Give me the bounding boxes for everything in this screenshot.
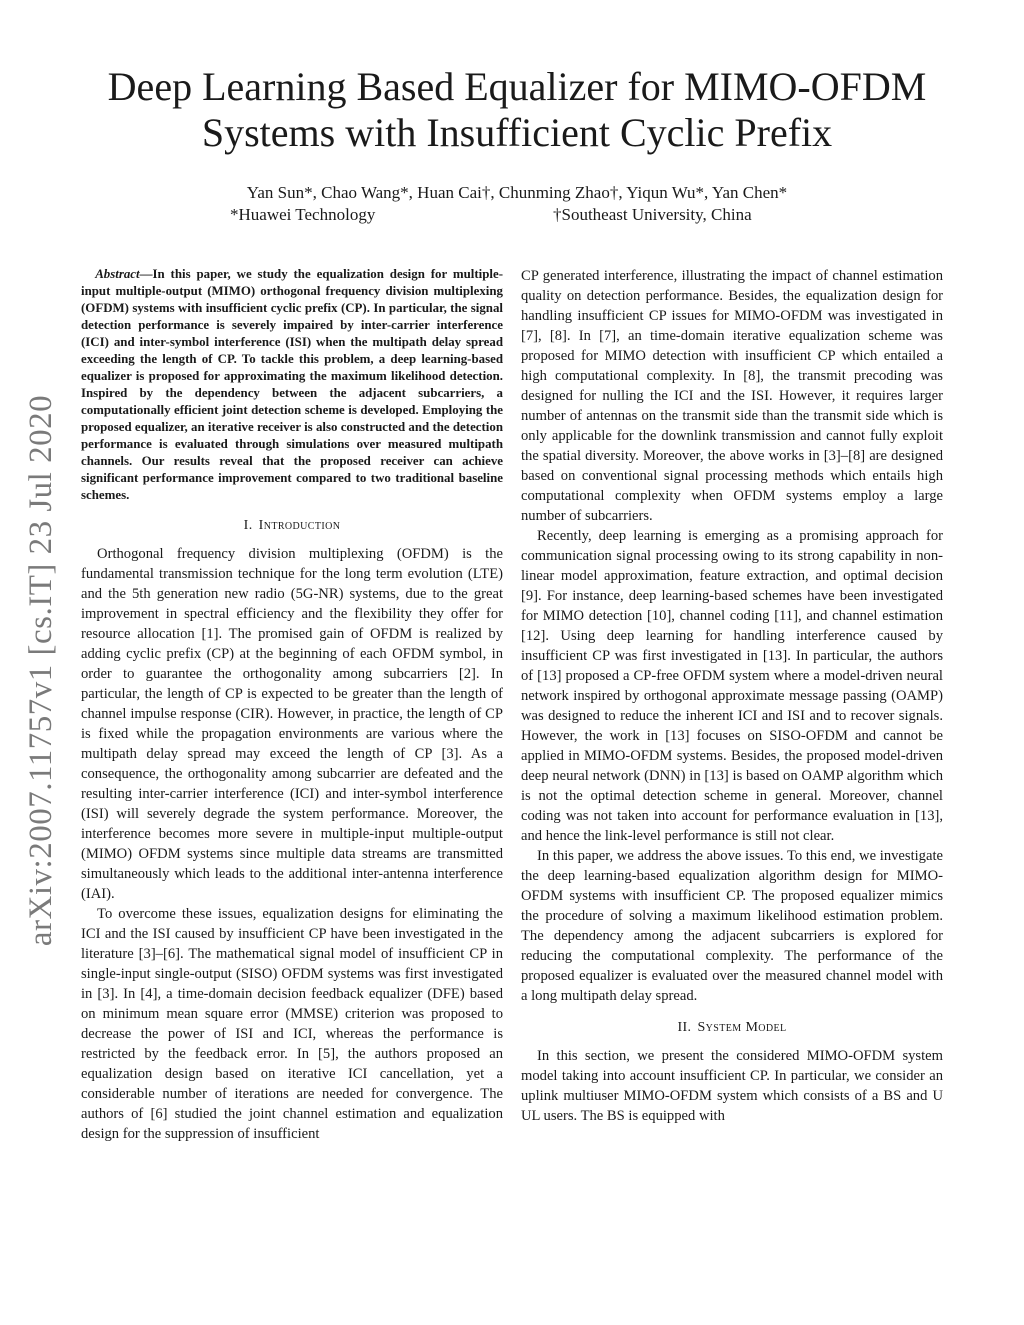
left-column	[81, 266, 503, 1144]
abstract	[81, 266, 503, 504]
section-number: I.	[243, 518, 253, 533]
system-model-paragraph-1: In this section, we present the considered MIMO-OFDM system model taking into account insufficient CP. In particular, we consider an uplink multiuser MIMO-OFDM system which consists of a BS and U UL users. The BS is equipped with	[521, 1048, 943, 1124]
section-heading-system-model	[521, 1018, 943, 1038]
paper-title-line-1: Deep Learning Based Equalizer for MIMO-OFDM	[107, 64, 927, 109]
section-number: II.	[677, 1020, 692, 1035]
abstract-label: Abstract	[95, 267, 140, 281]
affiliation-southeast: †Southeast University, China	[553, 205, 752, 224]
paper-title-line-2: Systems with Insufficient Cyclic Prefix	[201, 110, 833, 155]
right-paragraph-3: In this paper, we address the above issues. To this end, we investigate the deep learning-based equalization algorithm design for MIMO-OFDM systems with insufficient CP. The proposed equalizer mimics the procedure of solving a maximum likelihood estimation problem. The dependency among the adjacent subcarriers is explored for reducing the computational complexity. The performance of the proposed equalizer is evaluated over the measured channel model with a long multipath delay spread.	[521, 848, 943, 1004]
arxiv-identifier-text: arXiv:2007.11757v1 [cs.IT] 23 Jul 2020	[23, 394, 60, 946]
section-title: System Model	[697, 1020, 787, 1035]
right-column	[521, 266, 943, 1126]
section-title: Introduction	[258, 518, 341, 533]
intro-paragraph-2: To overcome these issues, equalization designs for eliminating the ICI and the ISI caused by insufficient CP have been investigated in the literature [3]–[6]. The mathematical signal model of insufficient CP in single-input single-output (SISO) OFDM systems was first investigated in [3]. In [4], a time-domain decision feedback equalizer (DFE) based on minimum mean square error (MMSE) criterion was proposed to decrease the power of ISI and ICI, whereas the performance is restricted by the feedback error. In [5], the authors proposed an equalization design based on iterative ICI cancellation, yet a considerable number of iterations are needed for convergence. The authors of [6] studied the joint channel estimation and equalization design for the suppression of insufficient	[81, 906, 503, 1142]
right-paragraph-2: Recently, deep learning is emerging as a promising approach for communication signal processing owing to its strong capability in non-linear model approximation, feature extraction, and optimal decision [9]. For instance, deep learning-based schemes have been investigated for MIMO detection [10], channel coding [11], and channel estimation [12]. Using deep learning for handling interference caused by insufficient CP was first investigated in [13]. In particular, the authors of [13] proposed a CP-free OFDM system where a model-driven neural network inspired by orthogonal approximate message passing (OAMP) was designed to reduce the inherent ICI and ISI and to recover signals. However, the work in [13] focuses on SISO-OFDM and cannot be applied in MIMO-OFDM systems. Besides, the proposed model-driven deep neural network (DNN) in [13] is based on OAMP algorithm which is not the optimal detection scheme in general. Moreover, channel coding was not taken into account for performance evaluation in [13], and hence the link-level performance is still not clear.	[521, 528, 943, 844]
section-heading-introduction	[81, 516, 503, 536]
arxiv-identifier	[12, 380, 72, 960]
author-list: Yan Sun*, Chao Wang*, Huan Cai†, Chunming Zhao†, Yiqun Wu*, Yan Chen*	[246, 183, 788, 202]
abstract-body: —In this paper, we study the equalization design for multiple-input multiple-output (MIMO) orthogonal frequency division multiplexing (OFDM) systems with insufficient cyclic prefix (CP). In particular, the signal detection performance is severely impaired by inter-carrier interference (ICI) and inter-symbol interference (ISI) when the multipath delay spread exceeding the length of CP. To tackle this problem, a deep learning-based equalizer is proposed for approximating the maximum likelihood detection. Inspired by the dependency between the adjacent subcarriers, a computationally efficient joint detection scheme is developed. Employing the proposed equalizer, an iterative receiver is also constructed and the detection performance is evaluated through simulations over measured multipath channels. Our results reveal that the proposed receiver can achieve significant performance improvement compared to two traditional baseline schemes.	[81, 267, 503, 502]
paper-title	[80, 64, 954, 156]
right-paragraph-1: CP generated interference, illustrating the impact of channel estimation quality on detection performance. Besides, the equalization design for handling insufficient CP issues for MIMO-OFDM was investigated in [7], [8]. In [7], an time-domain iterative equalization scheme was proposed for MIMO detection with insufficient CP which entailed a high computational complexity. In [8], the transmit precoding was designed for nulling the ICI and the ISI. However, it requires larger number of antennas on the transmit side than the transmit side which is only applicable for the downlink transmission and cannot fully exploit the spatial diversity. Moreover, the above works in [3]–[8] are designed based on conventional signal processing methods which entails high computational complexity when OFDM systems employ a large number of subcarriers.	[521, 268, 943, 524]
affiliation-huawei: *Huawei Technology	[230, 205, 376, 224]
intro-paragraph-1: Orthogonal frequency division multiplexing (OFDM) is the fundamental transmission technique for the long term evolution (LTE) and the 5th generation new radio (5G-NR) systems, due to the great improvement in spectral efficiency and the flexibility they offer for resource allocation [1]. The promised gain of OFDM is realized by adding cyclic prefix (CP) at the beginning of each OFDM symbol, in order to guarantee the orthogonality among subcarriers [2]. In particular, the length of CP is expected to be greater than the length of channel impulse response (CIR). However, in practice, the length of CP is fixed while the propagation environments are various where the multipath delay spread may exceed the length of CP [3]. As a consequence, the orthogonality among subcarrier are defeated and the resulting inter-carrier interference (ICI) and inter-symbol interference (ISI) will severely degrade the system performance. Moreover, the interference becomes more severe in multiple-input multiple-output (MIMO) OFDM systems since multiple data streams are transmitted simultaneously which leads to the additional inter-antenna interference (IAI).	[81, 546, 503, 902]
